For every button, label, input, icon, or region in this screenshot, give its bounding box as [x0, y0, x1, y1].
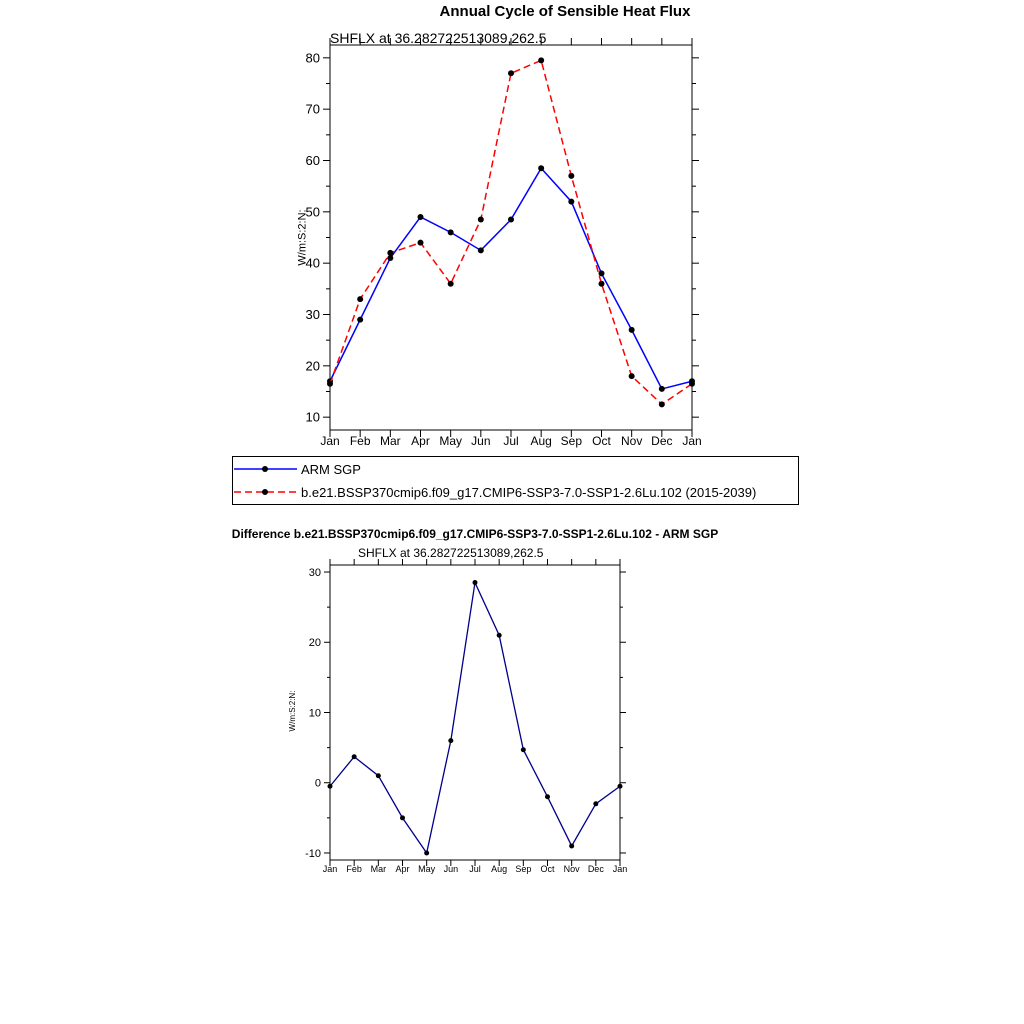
x-tick-label: May [418, 864, 436, 874]
data-point [387, 255, 393, 261]
data-point [568, 199, 574, 205]
y-tick-label: 70 [305, 101, 320, 117]
y-tick-label: 40 [305, 255, 320, 271]
data-point [448, 738, 453, 743]
data-point [599, 281, 605, 287]
legend-label-arm-sgp: ARM SGP [301, 461, 361, 477]
legend-label-model: b.e21.BSSP370cmip6.f09_g17.CMIP6-SSP3-7.0-SSP1-2.6Lu.102 (2015-2039) [301, 484, 757, 500]
data-point [448, 281, 454, 287]
data-point [328, 784, 333, 789]
bottom-chart-title: Difference b.e21.BSSP370cmip6.f09_g17.CMIP6-SSP3-7.0-SSP1-2.6Lu.102 - ARM SGP [231, 527, 719, 541]
x-tick-label: May [439, 434, 463, 448]
x-tick-label: Oct [540, 864, 555, 874]
x-tick-label: Jan [322, 864, 338, 874]
x-tick-label: Aug [530, 434, 552, 448]
legend-item-arm-sgp [233, 458, 798, 481]
data-point [352, 754, 357, 759]
bottom-chart-subtitle: SHFLX at 36.282722513089,262.5 [358, 546, 544, 560]
data-point [424, 850, 429, 855]
data-point [418, 240, 424, 246]
data-point [387, 250, 393, 256]
y-tick-label: -10 [305, 847, 321, 860]
x-tick-label: Nov [563, 864, 580, 874]
data-point [659, 401, 665, 407]
x-tick-label: Dec [587, 864, 604, 874]
x-tick-label: Jul [503, 434, 519, 448]
data-point [599, 270, 605, 276]
data-point [478, 217, 484, 223]
x-tick-label: Feb [346, 864, 362, 874]
top-chart-plot [285, 40, 710, 455]
x-tick-label: Apr [411, 434, 430, 448]
data-point [418, 214, 424, 220]
data-point [689, 381, 695, 387]
x-tick-label: Feb [349, 434, 371, 448]
data-point [538, 165, 544, 171]
legend-marker [262, 466, 268, 472]
x-tick-label: Mar [379, 434, 401, 448]
x-tick-label: Nov [620, 434, 643, 448]
data-point [618, 784, 623, 789]
data-point [569, 843, 574, 848]
x-tick-label: Jun [443, 864, 459, 874]
data-point [508, 70, 514, 76]
top-chart-y-axis-label: W/m:S:2:N: [296, 209, 309, 266]
data-point [508, 217, 514, 223]
data-point [473, 580, 478, 585]
data-point [593, 801, 598, 806]
data-point [629, 327, 635, 333]
data-point [357, 317, 363, 323]
x-tick-label: Jun [471, 434, 491, 448]
bottom-chart-y-axis-label: W/m:S:2:N: [288, 690, 297, 732]
y-tick-label: 20 [308, 637, 321, 650]
y-tick-label: 30 [308, 566, 321, 579]
data-point [376, 773, 381, 778]
plot-frame [330, 45, 692, 430]
bottom-chart-plot [285, 560, 630, 880]
plot-frame [330, 565, 620, 860]
x-tick-label: Jan [612, 864, 628, 874]
data-point [497, 633, 502, 638]
data-point [538, 57, 544, 63]
x-tick-label: Apr [395, 864, 410, 874]
x-tick-label: Sep [515, 864, 532, 874]
data-point [448, 229, 454, 235]
y-tick-label: 10 [308, 707, 321, 720]
x-tick-label: Aug [491, 864, 508, 874]
x-tick-label: Sep [560, 434, 583, 448]
data-point [629, 373, 635, 379]
data-point [521, 747, 526, 752]
top-chart-subtitle: SHFLX at 36.282722513089,262.5 [330, 30, 547, 46]
data-point [357, 296, 363, 302]
series-line [330, 583, 620, 853]
legend-line-sample-arm-sgp [233, 459, 301, 479]
x-tick-label: Dec [651, 434, 673, 448]
legend-line-sample-model [233, 482, 301, 502]
legend-item-model [233, 481, 798, 504]
x-tick-label: Jan [682, 434, 702, 448]
y-tick-label: 80 [305, 50, 320, 66]
y-tick-label: 30 [305, 307, 320, 323]
x-tick-label: Jan [320, 434, 340, 448]
series-line [330, 60, 692, 404]
y-tick-label: 0 [314, 777, 321, 790]
y-tick-label: 20 [305, 358, 320, 374]
data-point [478, 247, 484, 253]
legend-marker [262, 489, 268, 495]
data-point [400, 815, 405, 820]
data-point [327, 381, 333, 387]
y-tick-label: 50 [305, 204, 320, 220]
y-tick-label: 10 [305, 409, 320, 425]
data-point [568, 173, 574, 179]
data-point [659, 386, 665, 392]
series-line [330, 168, 692, 389]
data-point [545, 794, 550, 799]
top-chart-title: Annual Cycle of Sensible Heat Flux [439, 3, 691, 20]
y-tick-label: 60 [305, 153, 320, 169]
x-tick-label: Oct [592, 434, 611, 448]
legend-box [232, 456, 799, 505]
x-tick-label: Mar [370, 864, 387, 874]
x-tick-label: Jul [469, 864, 481, 874]
